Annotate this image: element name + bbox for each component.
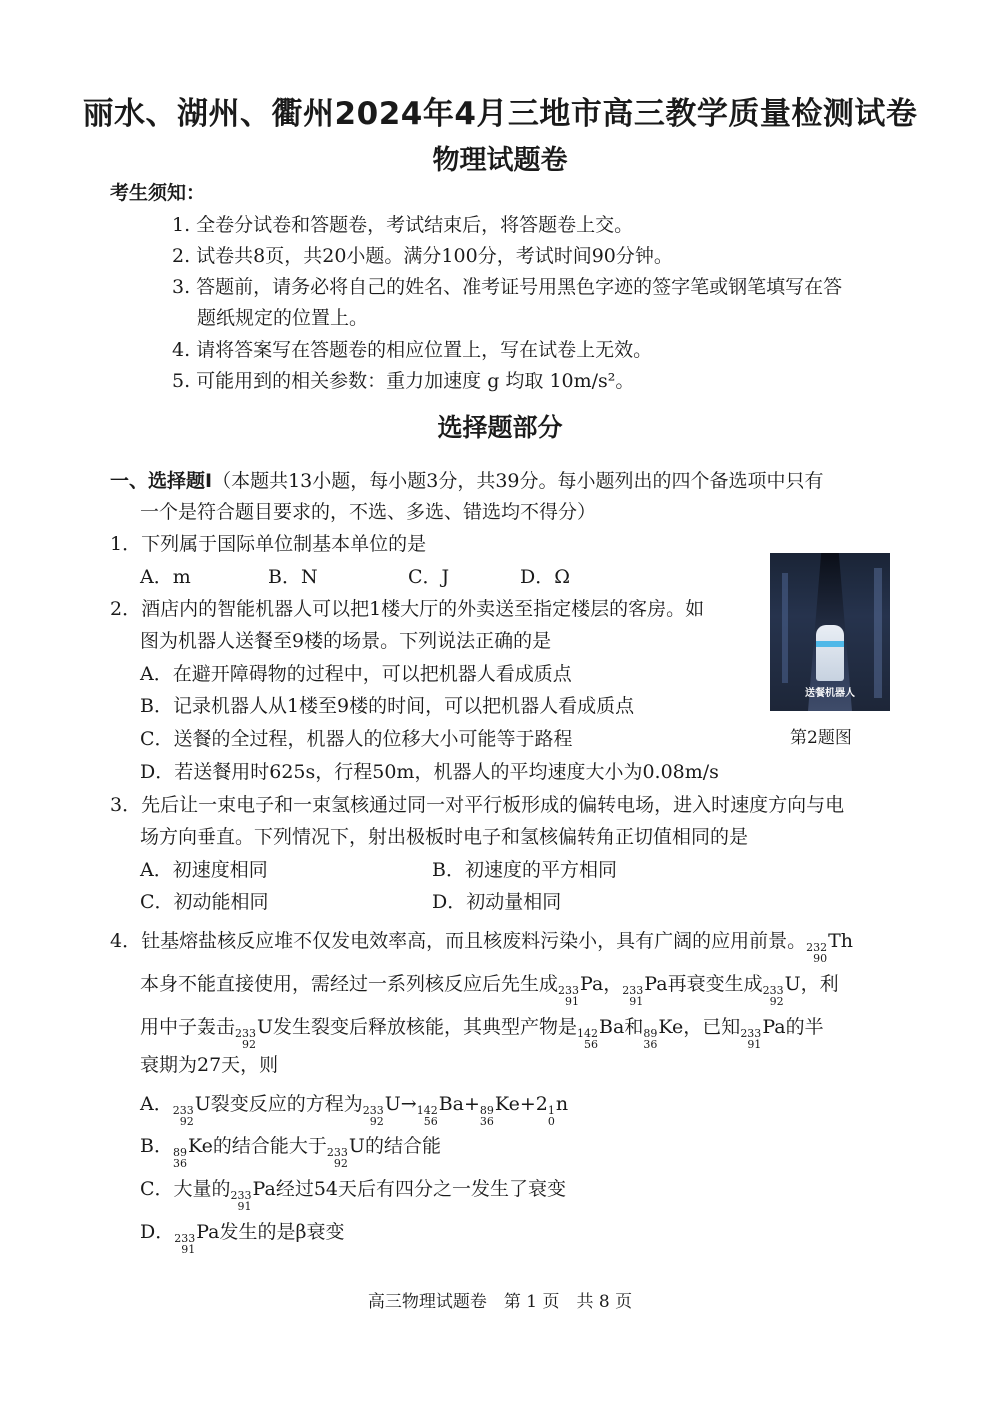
- q4-text: 经过54天后有四分之一发生了衰变: [275, 1178, 566, 1200]
- element-symbol: U: [257, 1016, 274, 1038]
- nuclide-u: [327, 1135, 365, 1169]
- element-symbol: U: [348, 1135, 365, 1157]
- page-footer: 高三物理试题卷 第 1 页 共 8 页: [367, 1292, 633, 1312]
- mass-number: 233: [172, 1104, 194, 1117]
- atomic-number: 56: [584, 1038, 599, 1051]
- q4-text: 4．钍基熔盐核反应堆不仅发电效率高，而且核废料污染小，具有广阔的应用前景。: [110, 930, 807, 952]
- nuclide-th: [806, 930, 853, 964]
- mass-number: 89: [172, 1146, 187, 1159]
- atomic-number: 92: [242, 1038, 257, 1051]
- element-symbol: Ke: [494, 1093, 520, 1115]
- notice-item: 2. 试卷共8页，共20小题。满分100分，考试时间90分钟。: [172, 245, 673, 267]
- atomic-number: 91: [747, 1038, 762, 1051]
- robot-shape: [816, 625, 844, 681]
- mass-number: 142: [577, 1027, 599, 1040]
- question-2-stem: 2．酒店内的智能机器人可以把1楼大厅的外卖送至指定楼层的客房。如: [110, 598, 705, 620]
- arrow-symbol: →: [400, 1093, 417, 1115]
- q4-text: 的半: [785, 1016, 824, 1038]
- figure-caption: 第2题图: [790, 728, 852, 748]
- question-2-stem-cont: 图为机器人送餐至9楼的场景。下列说法正确的是: [140, 630, 552, 652]
- mass-number: 142: [416, 1104, 438, 1117]
- mass-number: 233: [362, 1104, 384, 1117]
- element-symbol: Pa: [252, 1178, 276, 1200]
- element-symbol: Pa: [644, 973, 668, 995]
- page-subtitle: 物理试题卷: [432, 145, 568, 176]
- atomic-number: 36: [479, 1115, 494, 1128]
- atomic-number: 91: [237, 1200, 252, 1213]
- mass-number: 233: [174, 1232, 196, 1245]
- element-symbol: U: [784, 973, 801, 995]
- q4-text: 本身不能直接使用，需经过一系列核反应后先生成: [140, 973, 559, 995]
- atomic-number: 90: [813, 952, 828, 965]
- wall-light: [874, 568, 882, 698]
- q3-option-a: A．初速度相同: [140, 859, 268, 881]
- atomic-number: 92: [333, 1157, 348, 1170]
- mass-number: 1: [547, 1104, 555, 1117]
- q4-text: 的结合能: [364, 1135, 441, 1157]
- question-3-stem: 3．先后让一束电子和一束氢核通过同一对平行板形成的偏转电场，进入时速度方向与电: [110, 794, 845, 816]
- element-symbol: Pa: [196, 1221, 220, 1243]
- question-4-stem-line4: 衰期为27天，则: [140, 1054, 279, 1076]
- question-3-stem-cont: 场方向垂直。下列情况下，射出极板时电子和氢核偏转角正切值相同的是: [140, 826, 749, 848]
- q4-text: C．大量的: [140, 1178, 231, 1200]
- q1-option-b: B．N: [268, 566, 318, 588]
- nuclide-pa: [231, 1178, 276, 1212]
- section-title: 选择题部分: [437, 413, 563, 442]
- notice-item: 题纸规定的位置上。: [197, 307, 369, 329]
- q1-option-c: C．J: [408, 566, 450, 588]
- q4-text: 用中子轰击: [140, 1016, 236, 1038]
- q1-option-d: D．Ω: [520, 566, 570, 588]
- q4-option-c: [140, 1174, 566, 1212]
- mass-number: 233: [230, 1189, 252, 1202]
- notice-item: 4. 请将答案写在答题卷的相应位置上，写在试卷上无效。: [172, 339, 653, 361]
- nuclide-pa: [740, 1016, 785, 1050]
- atomic-number: 36: [172, 1157, 187, 1170]
- q4-text: ，已知: [683, 1016, 741, 1038]
- nuclide-u: [763, 973, 801, 1007]
- nuclide-ba: [417, 1093, 464, 1127]
- option-letter: A．: [140, 1093, 173, 1115]
- mass-number: 233: [326, 1146, 348, 1159]
- element-symbol: U: [384, 1093, 401, 1115]
- mass-number: 233: [762, 984, 784, 997]
- nuclide-pa: [174, 1221, 219, 1255]
- notice-item: 5. 可能用到的相关参数：重力加速度 g 均取 10m/s²。: [172, 370, 635, 392]
- element-symbol: n: [555, 1093, 569, 1115]
- nuclide-ba: [577, 1016, 624, 1050]
- q4-option-b: [140, 1131, 441, 1169]
- option-letter: B．: [140, 1135, 173, 1157]
- photo-caption: 送餐机器人: [805, 688, 855, 699]
- wall-light: [782, 573, 788, 683]
- q2-option-b: B．记录机器人从1楼至9楼的时间，可以把机器人看成质点: [140, 695, 635, 717]
- atomic-number: 92: [369, 1115, 384, 1128]
- mass-number: 233: [622, 984, 644, 997]
- nuclide-pa: [558, 973, 603, 1007]
- mass-number: 89: [479, 1104, 494, 1117]
- q1-option-a: A．m: [140, 566, 191, 588]
- part1-instructions: [110, 466, 824, 493]
- q4-text: ，: [603, 973, 623, 995]
- nuclide-u: [363, 1093, 401, 1127]
- element-symbol: Pa: [580, 973, 604, 995]
- mass-number: 232: [806, 941, 828, 954]
- q4-text: 的结合能大于: [212, 1135, 327, 1157]
- atomic-number: 0: [547, 1115, 555, 1128]
- atomic-number: 91: [629, 995, 644, 1008]
- nuclide-u: [173, 1093, 211, 1127]
- q3-option-b: B．初速度的平方相同: [432, 859, 617, 881]
- nuclide-pa: [622, 973, 667, 1007]
- q2-option-c: C．送餐的全过程，机器人的位移大小可能等于路程: [140, 728, 573, 750]
- atomic-number: 91: [565, 995, 580, 1008]
- robot-photo: [770, 553, 890, 711]
- q2-option-a: A．在避开障碍物的过程中，可以把机器人看成质点: [140, 663, 572, 685]
- question-4-stem-line3: [140, 1012, 824, 1050]
- robot-light-band: [816, 641, 844, 647]
- question-1-stem: 1．下列属于国际单位制基本单位的是: [110, 533, 427, 555]
- mass-number: 233: [558, 984, 580, 997]
- part1-desc: （本题共13小题，每小题3分，共39分。每小题列出的四个备选项中只有: [212, 470, 824, 492]
- atomic-number: 56: [423, 1115, 438, 1128]
- atomic-number: 36: [643, 1038, 658, 1051]
- q4-option-a: [140, 1089, 568, 1127]
- plus-symbol: +: [464, 1093, 480, 1115]
- q4-text: ，利: [800, 973, 839, 995]
- element-symbol: U: [194, 1093, 211, 1115]
- plus-symbol: +2: [519, 1093, 548, 1115]
- element-symbol: Th: [828, 930, 854, 952]
- element-symbol: Ke: [187, 1135, 213, 1157]
- notice-item: 3. 答题前，请务必将自己的姓名、准考证号用黑色字迹的签字笔或钢笔填写在答: [172, 276, 843, 298]
- mass-number: 89: [643, 1027, 658, 1040]
- q2-option-d: D．若送餐用时625s，行程50m，机器人的平均速度大小为0.08m/s: [140, 761, 719, 783]
- atomic-number: 92: [769, 995, 784, 1008]
- q4-text: 再衰变生成: [667, 973, 763, 995]
- q3-option-d: D．初动量相同: [432, 891, 562, 913]
- element-symbol: Ba: [599, 1016, 625, 1038]
- element-symbol: Pa: [762, 1016, 786, 1038]
- mass-number: 233: [740, 1027, 762, 1040]
- nuclide-u: [235, 1016, 273, 1050]
- q4-option-d: [140, 1217, 345, 1255]
- notice-heading: 考生须知：: [110, 182, 206, 204]
- q4-text: 发生裂变后释放核能，其典型产物是: [273, 1016, 578, 1038]
- page-title: 丽水、湖州、衢州2024年4月三地市高三教学质量检测试卷: [82, 96, 918, 132]
- nuclide-n: [548, 1093, 568, 1127]
- option-letter: D．: [140, 1221, 175, 1243]
- part1-desc-cont: 一个是符合题目要求的，不选、多选、错选均不得分）: [140, 501, 597, 523]
- q4-text: 和: [624, 1016, 644, 1038]
- q4-text: 发生的是β衰变: [219, 1221, 345, 1243]
- nuclide-ke: [480, 1093, 520, 1127]
- part1-heading: 一、选择题Ⅰ: [110, 470, 213, 492]
- q3-option-c: C．初动能相同: [140, 891, 269, 913]
- question-4-stem-line2: [140, 969, 839, 1007]
- element-symbol: Ke: [658, 1016, 684, 1038]
- atomic-number: 92: [179, 1115, 194, 1128]
- nuclide-ke: [643, 1016, 683, 1050]
- notice-item: 1. 全卷分试卷和答题卷，考试结束后，将答题卷上交。: [172, 214, 634, 236]
- question-4-stem: [110, 926, 853, 964]
- q4-text: 裂变反应的方程为: [210, 1093, 363, 1115]
- mass-number: 233: [235, 1027, 257, 1040]
- nuclide-ke: [173, 1135, 213, 1169]
- element-symbol: Ba: [438, 1093, 464, 1115]
- atomic-number: 91: [181, 1243, 196, 1256]
